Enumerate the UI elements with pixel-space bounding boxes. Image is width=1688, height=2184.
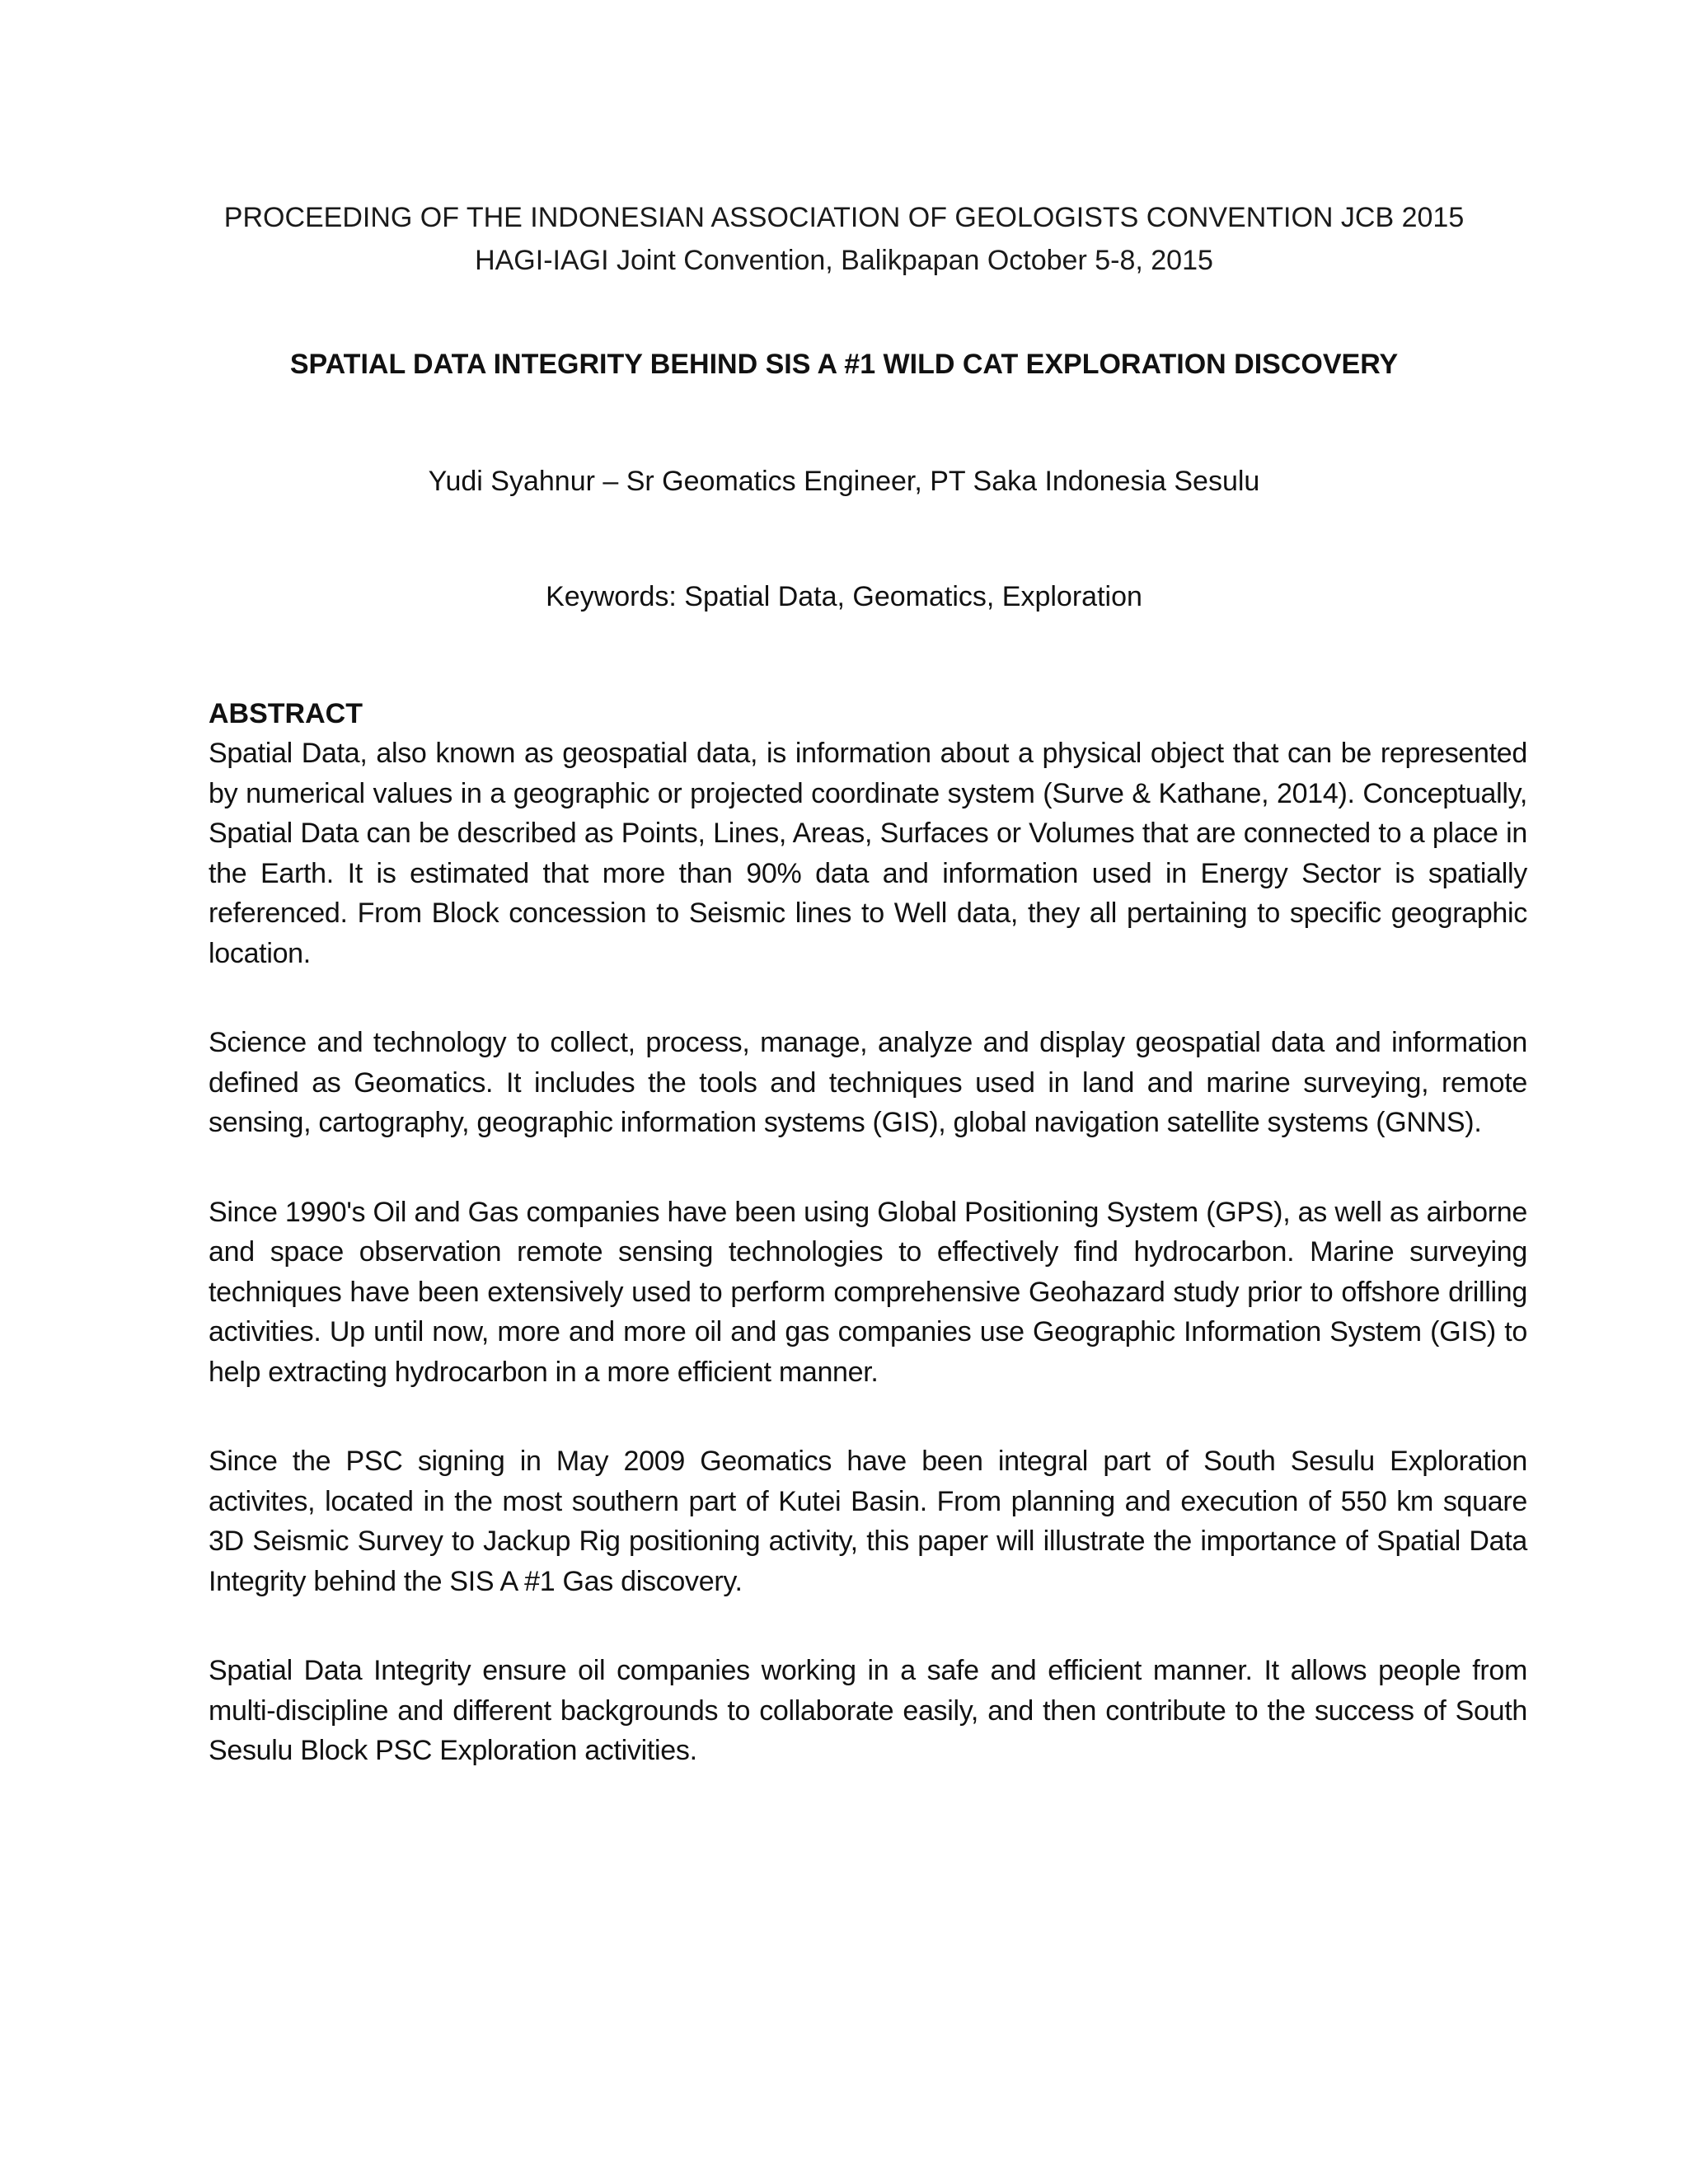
- author-line: Yudi Syahnur – Sr Geomatics Engineer, PT Saka Indonesia Sesulu: [428, 466, 1260, 497]
- abstract-paragraph-4: Since the PSC signing in May 2009 Geomatics have been integral part of South Sesulu Exploration activites, located in the most southern part of Kutei Basin. From planning and execution of 550 km square 3D Seismic Survey to Jackup Rig positioning activity, this paper will illustrate the importance of Spatial Data Integrity behind the SIS A #1 Gas discovery.: [209, 1446, 1527, 1597]
- abstract-heading: ABSTRACT: [209, 698, 363, 729]
- proceedings-header: [0, 196, 1688, 282]
- abstract-paragraph-5: Spatial Data Integrity ensure oil companies working in a safe and efficient manner. It allows people from multi-discipline and different backgrounds to collaborate easily, and then contribute to the success of South Sesulu Block PSC Exploration activities.: [209, 1655, 1527, 1766]
- abstract-paragraph-1: Spatial Data, also known as geospatial data, is information about a physical object that can be represented by numerical values in a geographic or projected coordinate system (Surve & Kathane, 2014). Conceptually, Spatial Data can be described as Points, Lines, Areas, Surfaces or Volumes that are connected to a place in the Earth. It is estimated that more than 90% data and information used in Energy Sector is spatially referenced. From Block concession to Seismic lines to Well data, they all pertaining to specific geographic location.: [209, 738, 1527, 969]
- header-line-1: PROCEEDING OF THE INDONESIAN ASSOCIATION OF GEOLOGISTS CONVENTION JCB 2015: [223, 202, 1465, 233]
- header-line-2: HAGI-IAGI Joint Convention, Balikpapan October 5-8, 2015: [475, 245, 1213, 276]
- abstract-paragraph-2: Science and technology to collect, process, manage, analyze and display geospatial data and information defined as Geomatics. It includes the tools and techniques used in land and marine surveying, remote sensing, cartography, geographic information systems (GIS), global navigation satellite systems (GNNS).: [209, 1027, 1527, 1138]
- abstract-paragraph-3: Since 1990's Oil and Gas companies have been using Global Positioning System (GPS), as well as airborne and space observation remote sensing technologies to effectively find hydrocarbon. Marine surveying techniques have been extensively used to perform comprehensive Geohazard study prior to offshore drilling activities. Up until now, more and more oil and gas companies use Geographic Information System (GIS) to help extracting hydrocarbon in a more efficient manner.: [209, 1196, 1527, 1388]
- abstract-section: [209, 694, 1527, 1771]
- paper-title: SPATIAL DATA INTEGRITY BEHIND SIS A #1 WILD CAT EXPLORATION DISCOVERY: [289, 349, 1399, 380]
- keywords-line: Keywords: Spatial Data, Geomatics, Exploration: [546, 581, 1142, 612]
